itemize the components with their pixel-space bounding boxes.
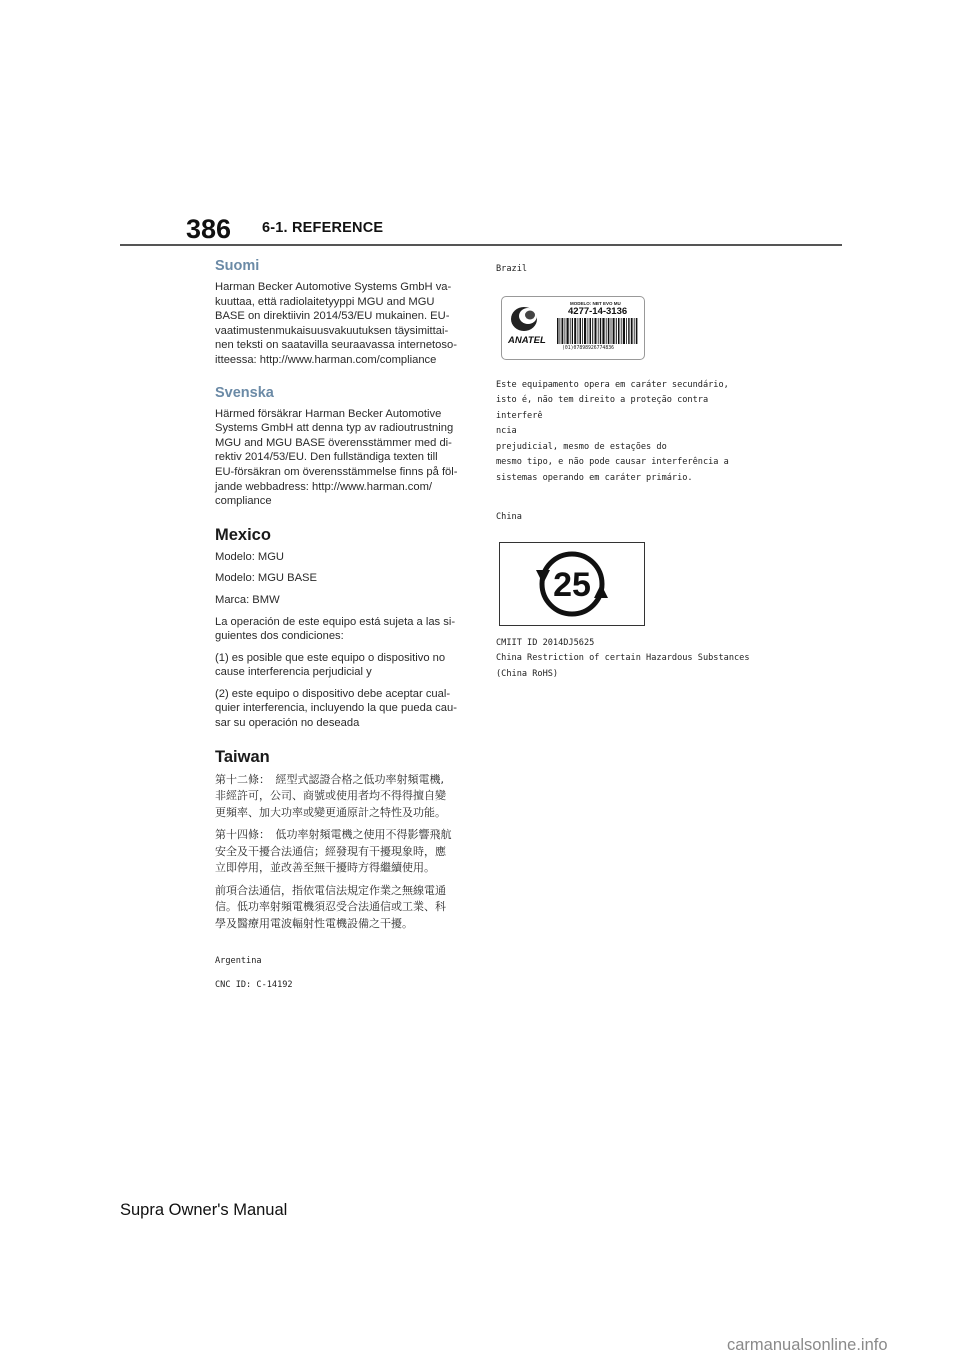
- taiwan-heading: Taiwan: [215, 747, 270, 766]
- mexico-paragraph-2: (1) es posible que este equipo o dispositivo no cause interferencia perjudicial y: [215, 651, 446, 679]
- argentina-cnc-id: CNC ID: C-14192: [215, 979, 293, 990]
- mexico-heading: Mexico: [215, 525, 271, 544]
- rohs-number: 25: [553, 565, 591, 604]
- taiwan-paragraph-3: 前項合法通信，指依電信法規定作業之無線電通 信。低功率射頻電機須忍受合法通信或工業、科 學及醫療用電波輻射性電機設備之干擾。: [215, 883, 446, 930]
- taiwan-paragraph-1: 第十二條： 經型式認證合格之低功率射頻電機, 非經許可，公司、商號或使用者均不得得擅自變 更頻率、加大功率或變更通原計之特性及功能。: [215, 772, 446, 819]
- anatel-logo-icon: [510, 305, 546, 333]
- mexico-paragraph-3: (2) este equipo o dispositivo debe aceptar cual- quier interferencia, incluyendo la que pueda cau- sar su operación no deseada: [215, 687, 457, 730]
- china-text: CMIIT ID 2014DJ5625 China Restriction of certain Hazardous Substances (China RoHS): [496, 637, 750, 679]
- suomi-text: Harman Becker Automotive Systems GmbH va- kuuttaa, että radiolaitetyyppi MGU and MGU BASE on direktiivin 2014/53/EU mukainen. EU- vaatimustenmukaisuusvakuutuksen täysimittai- nen teksti on saatavilla seuraavassa internetoso- itteessa: http://www.harman.com/compliance: [215, 281, 457, 366]
- header-divider: [120, 244, 842, 246]
- mexico-model-mgu-base: Modelo: MGU BASE: [215, 572, 317, 585]
- manual-title: Supra Owner's Manual: [120, 1201, 288, 1219]
- right-column: [496, 262, 756, 682]
- brazil-label: Brazil: [496, 264, 528, 274]
- anatel-certification-label: [501, 296, 645, 360]
- website-watermark: carmanualsonline.info: [727, 1336, 888, 1354]
- mexico-model-mgu: Modelo: MGU: [215, 550, 285, 563]
- suomi-heading: Suomi: [215, 258, 260, 274]
- barcode-icon: [557, 318, 639, 344]
- anatel-model-line: MODELO: NBT EVO MU: [570, 300, 621, 306]
- anatel-cert-number: 4277-14-3136: [568, 305, 628, 317]
- svenska-heading: Svenska: [215, 384, 274, 401]
- page-number: 386: [186, 214, 232, 244]
- rohs-recycle-icon: [533, 546, 611, 622]
- taiwan-paragraph-2: 第十四條： 低功率射頻電機之使用不得影響飛航 安全及干擾合法通信；經發現有干擾現象時，應 立即停用，並改善至無干擾時方得繼續使用。: [215, 828, 452, 875]
- brazil-text: Este equipamento opera em caráter secundário, isto é, não tem direito a proteção contra interferê ncia prejudicial, mesmo de estações do mesmo tipo, e não pode causar interferência a sistemas operando em caráter primário.: [496, 379, 729, 483]
- barcode-digits: (01)07898926774836: [562, 345, 614, 351]
- china-rohs-label: [499, 542, 645, 626]
- mexico-brand: Marca: BMW: [215, 593, 280, 606]
- mexico-paragraph-1: La operación de este equipo está sujeta a las si- guientes dos condiciones:: [215, 615, 456, 643]
- section-title: 6-1. REFERENCE: [262, 220, 384, 236]
- anatel-wordmark: ANATEL: [508, 334, 546, 346]
- svenska-text: Härmed försäkrar Harman Becker Automotive Systems GmbH att denna typ av radioutrustning MGU and MGU BASE överensstämmer med di- rektiv 2014/53/EU. Den fullständiga texten till EU-försäkran om överensstämmelse finns på föl- jande webbadress: http://www.harman.com/ compliance: [215, 407, 458, 508]
- china-label: China: [496, 512, 522, 522]
- left-column: [215, 258, 465, 993]
- argentina-label: Argentina: [215, 956, 262, 967]
- page-header: [0, 210, 960, 250]
